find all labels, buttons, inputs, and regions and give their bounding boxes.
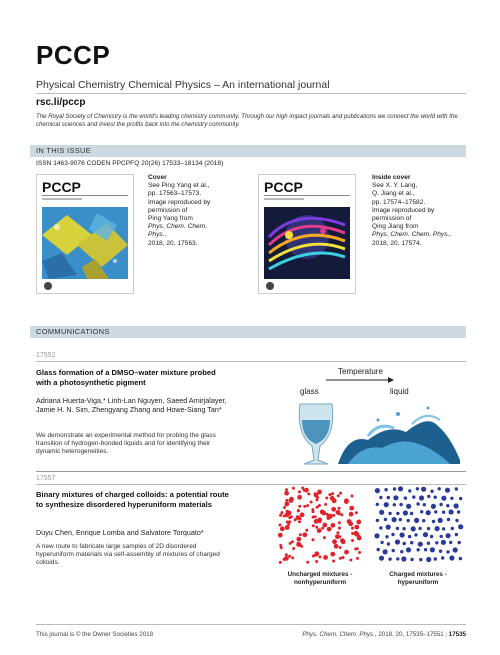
colloid-particle <box>320 510 325 515</box>
colloid-particle <box>339 557 342 560</box>
colloid-particle <box>392 549 395 552</box>
colloid-particle <box>325 497 328 500</box>
divider <box>36 471 466 472</box>
colloid-particle <box>312 524 315 527</box>
colloid-particle <box>306 504 309 507</box>
colloid-particle <box>418 542 423 547</box>
colloid-particle <box>322 523 327 528</box>
colloid-particle <box>301 487 304 490</box>
colloid-particle <box>288 555 291 558</box>
colloid-particle <box>379 526 382 529</box>
colloid-particle <box>354 525 359 530</box>
inside-cover-caption <box>372 174 462 248</box>
colloid-particle <box>406 547 411 552</box>
cover-line: permission of <box>148 206 188 214</box>
colloid-particle <box>440 535 443 538</box>
colloid-particle <box>426 510 431 515</box>
colloid-particle <box>376 519 379 522</box>
colloid-particle <box>336 510 341 515</box>
colloid-particle <box>403 542 406 545</box>
colloid-particle <box>285 502 290 507</box>
issn-line: ISSN 1463-9076 CODEN PPCPFQ 20(26) 17533–18134 (2018) <box>36 160 224 167</box>
colloid-particle <box>419 558 422 561</box>
colloid-particle <box>441 540 446 545</box>
colloid-particle <box>426 557 431 562</box>
colloid-particle <box>412 495 415 498</box>
charged-dots <box>374 486 463 562</box>
cover-line: permission of <box>372 215 412 223</box>
colloid-particle <box>338 507 341 510</box>
colloid-particle <box>434 557 437 560</box>
article-title[interactable]: Binary mixtures of charged colloids: a potential route to synthesize disordered hyperuniform materials <box>36 490 229 509</box>
cover-caption <box>148 174 218 248</box>
colloid-particle <box>355 511 358 514</box>
colloid-particle <box>388 512 391 515</box>
colloid-particle <box>339 492 342 495</box>
cover-image <box>36 174 134 294</box>
colloid-particle <box>458 524 463 529</box>
colloid-particle <box>312 510 315 513</box>
colloid-particle <box>457 510 460 513</box>
colloid-particle <box>423 503 426 506</box>
colloid-particle <box>344 499 349 504</box>
colloid-particle <box>379 496 382 499</box>
colloid-particle <box>396 557 399 560</box>
glass-liquid-graphic <box>278 364 468 468</box>
colloid-particle <box>383 549 388 554</box>
colloid-particle <box>318 555 321 558</box>
footer-divider <box>36 624 466 625</box>
colloid-particle <box>458 541 461 544</box>
colloid-particle <box>331 507 336 512</box>
colloid-particle <box>379 556 384 561</box>
colloid-particle <box>434 496 437 499</box>
colloid-particle <box>446 533 451 538</box>
colloid-particle <box>410 558 413 561</box>
colloid-particle <box>279 524 282 527</box>
communications-band <box>30 326 466 338</box>
inside-cover-label: Inside cover <box>372 174 411 181</box>
article-authors: Duyu Chen, Enrique Lomba and Salvatore Torquato* <box>36 528 204 537</box>
colloid-particle <box>356 520 361 525</box>
colloid-particle <box>323 536 326 539</box>
colloid-particle <box>374 533 379 538</box>
colloid-particle <box>351 495 354 498</box>
cover-line: 2018, 20, 17574. <box>372 239 422 247</box>
colloid-particle <box>323 555 328 560</box>
colloid-particle <box>439 503 442 506</box>
colloid-particle <box>396 527 399 530</box>
article-page-number: 17557 <box>36 475 56 482</box>
footer-year-vol: 2018, 20, 17535–17551 <box>378 631 444 638</box>
colloid-particle <box>392 517 397 522</box>
journal-url[interactable]: rsc.li/pccp <box>36 97 86 108</box>
colloid-particle <box>338 527 341 530</box>
colloid-particle <box>356 557 359 560</box>
colloid-particle <box>399 518 402 521</box>
colloid-particle <box>287 511 292 516</box>
colloid-particle <box>332 539 337 544</box>
colloid-particle <box>387 542 390 545</box>
glass-label: glass <box>300 387 319 396</box>
colloid-particle <box>376 503 379 506</box>
colloid-particle <box>312 555 315 558</box>
colloid-particle <box>439 550 442 553</box>
colloid-particle <box>324 503 327 506</box>
colloid-particle <box>340 513 343 516</box>
colloid-particle <box>338 521 341 524</box>
charged-caption-2: hyperuniform <box>397 579 439 586</box>
colloid-particle <box>321 527 324 530</box>
colloid-particle <box>315 560 318 563</box>
colloid-particle <box>296 542 301 547</box>
colloid-particle <box>449 541 452 544</box>
colloid-particle <box>386 525 391 530</box>
colloid-particle <box>441 556 444 559</box>
colloid-particle <box>285 499 288 502</box>
colloid-particle <box>393 503 396 506</box>
colloid-particle <box>290 515 293 518</box>
colloid-particle <box>403 510 408 515</box>
colloid-particle <box>384 518 387 521</box>
colloid-particle <box>279 514 282 517</box>
colloid-particle <box>342 556 345 559</box>
colloid-particle <box>391 533 394 536</box>
colloid-particle <box>316 498 319 501</box>
colloid-particle <box>285 553 288 556</box>
colloid-particle <box>380 541 383 544</box>
colloid-particle <box>327 527 332 532</box>
colloid-particle <box>283 506 286 509</box>
colloid-particle <box>280 511 283 514</box>
journal-abbrev: PCCP <box>36 40 111 70</box>
colloid-particle <box>393 487 396 490</box>
colloid-particle <box>318 491 321 494</box>
colloid-particle <box>335 534 340 539</box>
colloid-particle <box>449 509 454 514</box>
colloid-particle <box>419 495 424 500</box>
article-abstract: We demonstrate an experimental method for probing the glass transition of hydrogen-bonded liquids and for identifying their dynamic heterogeneities. <box>36 432 216 456</box>
colloid-particle <box>312 538 315 541</box>
colloid-particle <box>421 487 426 492</box>
colloid-particle <box>314 492 317 495</box>
liquid-label: liquid <box>390 387 409 396</box>
colloid-particle <box>418 527 421 530</box>
colloid-particle <box>339 546 342 549</box>
article-page-number: 17552 <box>36 352 56 359</box>
temperature-label: Temperature <box>338 367 383 376</box>
colloid-particle <box>427 495 430 498</box>
colloid-particle <box>416 502 419 505</box>
colloid-particle <box>328 493 331 496</box>
footer-page-number: 17535 <box>448 631 466 638</box>
colloid-particle <box>340 538 345 543</box>
colloid-particle <box>318 520 321 523</box>
colloid-particle <box>299 533 302 536</box>
colloid-particle <box>430 535 433 538</box>
colloid-particle <box>289 497 294 502</box>
colloid-particle <box>285 525 290 530</box>
colloid-particle <box>393 495 398 500</box>
colloid-particle <box>291 556 294 559</box>
colloid-particle <box>450 497 453 500</box>
colloid-particle <box>385 535 388 538</box>
cover-line: See X. Y. Lang, <box>372 182 418 190</box>
cover-line: Ping Yang from <box>148 215 193 223</box>
cover-line: See Ping Yang et al., <box>148 182 210 190</box>
colloid-particle <box>336 531 339 534</box>
colloid-particle <box>407 519 410 522</box>
colloid-particle <box>410 541 413 544</box>
colloid-particle <box>416 487 419 490</box>
uncharged-dots <box>278 487 362 564</box>
colloid-particle <box>449 555 454 560</box>
uncharged-caption-2: nonhyperuniform <box>293 579 347 586</box>
cover-line: pp. 17563–17573. <box>148 190 202 198</box>
colloid-particle <box>296 537 301 542</box>
cover-line: Image reproduced by <box>372 206 435 214</box>
colloid-particle <box>349 506 354 511</box>
journal-description: The Royal Society of Chemistry is the world's leading chemistry community. Through our high impact journals and publications we connect the world with the chemical sciences and invest the profits back into the chemistry community. <box>36 113 458 128</box>
colloid-particle <box>331 523 336 528</box>
colloid-graphic <box>276 486 466 588</box>
colloid-particle <box>297 495 302 500</box>
colloid-particle <box>337 494 340 497</box>
colloid-particle <box>284 491 289 496</box>
in-this-issue-heading: IN THIS ISSUE <box>36 146 92 155</box>
colloid-particle <box>285 488 288 491</box>
colloid-particle <box>406 504 411 509</box>
article-graphic-glass <box>278 364 468 468</box>
colloid-particle <box>459 497 462 500</box>
colloid-particle <box>427 542 430 545</box>
colloid-particle <box>402 527 405 530</box>
colloid-particle <box>454 503 459 508</box>
colloid-particle <box>356 547 359 550</box>
colloid-particle <box>332 514 335 517</box>
colloid-particle <box>411 526 416 531</box>
cover-label: Cover <box>148 174 167 181</box>
colloid-particle <box>453 547 458 552</box>
colloid-particle <box>424 548 427 551</box>
colloid-particle <box>445 488 450 493</box>
communications-heading: COMMUNICATIONS <box>36 327 110 336</box>
colloid-particle <box>351 539 354 542</box>
article-title[interactable]: Glass formation of a DMSO–water mixture probed with a photosynthetic pigment <box>36 368 216 387</box>
cover-line: 2018, 20, 17563. <box>148 239 198 247</box>
colloid-particle <box>347 519 352 524</box>
journal-full-title: Physical Chemistry Chemical Physics – An international journal <box>36 79 330 91</box>
divider <box>36 484 466 485</box>
colloid-particle <box>446 504 449 507</box>
uncharged-caption: Uncharged mixtures - <box>287 571 353 578</box>
colloid-particle <box>305 529 308 532</box>
colloid-particle <box>286 521 289 524</box>
colloid-particle <box>451 527 454 530</box>
colloid-particle <box>395 539 400 544</box>
colloid-particle <box>292 487 295 490</box>
colloid-particle <box>280 546 283 549</box>
colloid-particle <box>351 527 354 530</box>
cover-line: Qing Jiang from <box>372 223 419 231</box>
divider <box>36 93 466 94</box>
colloid-particle <box>404 496 407 499</box>
colloid-particle <box>434 510 437 513</box>
colloid-particle <box>331 492 334 495</box>
colloid-particle <box>398 486 403 491</box>
colloid-particle <box>328 514 333 519</box>
colloid-particle <box>307 492 310 495</box>
colloid-particle <box>387 496 390 499</box>
colloid-particle <box>442 527 445 530</box>
colloid-particle <box>435 526 440 531</box>
cover-line: Phys. Chem. Chem. Phys., <box>148 223 207 239</box>
colloid-particle <box>455 487 458 490</box>
colloid-particle <box>315 526 318 529</box>
colloid-particle <box>289 542 292 545</box>
colloid-particle <box>427 527 430 530</box>
colloid-particle <box>388 557 391 560</box>
colloid-particle <box>438 518 443 523</box>
colloid-particle <box>306 561 309 564</box>
colloid-particle <box>430 490 433 493</box>
colloid-particle <box>401 556 406 561</box>
article-abstract: A new route to fabricate large samples of 2D disordered hyperuniform materials via self-assembly of mixtures of charged colloids. <box>36 543 220 567</box>
colloid-particle <box>400 532 405 537</box>
colloid-particle <box>354 531 359 536</box>
colloid-particle <box>298 520 301 523</box>
colloid-particle <box>300 512 305 517</box>
colloid-particle <box>423 532 428 537</box>
cover-artwork <box>37 175 133 293</box>
colloid-particle <box>302 532 307 537</box>
divider <box>36 361 466 362</box>
cover-line: Phys. Chem. Chem. Phys., <box>372 231 452 239</box>
colloid-particle <box>349 512 354 517</box>
colloid-particle <box>279 561 282 564</box>
colloid-particle <box>334 544 339 549</box>
colloid-particle <box>414 533 417 536</box>
article-authors: Adriana Huerta-Viga,* Linh-Lan Nguyen, Saeed Amirjalayer, Jamie H. N. Sim, Zhengyang Zhang and Howe-Siang Tan* <box>36 396 227 414</box>
colloid-particle <box>344 550 349 555</box>
colloid-particle <box>332 560 335 563</box>
colloid-particle <box>400 550 403 553</box>
colloid-particle <box>317 528 322 533</box>
colloid-particle <box>432 520 435 523</box>
article-graphic-colloids <box>276 486 466 588</box>
colloid-particle <box>384 502 389 507</box>
colloid-particle <box>446 550 449 553</box>
colloid-particle <box>284 556 289 561</box>
inside-cover-artwork <box>259 175 355 293</box>
cover-mini-title: PCCP <box>42 179 81 195</box>
colloid-particle <box>442 511 445 514</box>
colloid-particle <box>332 498 337 503</box>
cover-line: Image reproduced by <box>148 198 211 206</box>
cover-line: Q. Jiang et al., <box>372 190 415 198</box>
colloid-particle <box>297 509 300 512</box>
colloid-particle <box>303 505 306 508</box>
colloid-particle <box>375 488 380 493</box>
colloid-particle <box>296 515 301 520</box>
colloid-particle <box>417 548 420 551</box>
colloid-particle <box>330 552 335 557</box>
colloid-particle <box>304 488 309 493</box>
colloid-particle <box>298 490 301 493</box>
colloid-particle <box>278 533 283 538</box>
colloid-particle <box>349 559 352 562</box>
colloid-particle <box>312 516 315 519</box>
colloid-particle <box>447 518 450 521</box>
colloid-particle <box>314 551 319 556</box>
colloid-particle <box>431 504 436 509</box>
colloid-particle <box>435 541 438 544</box>
charged-caption: Charged mixtures - <box>389 571 447 578</box>
colloid-particle <box>399 503 402 506</box>
colloid-particle <box>414 518 419 523</box>
colloid-particle <box>396 512 399 515</box>
inside-cover-image <box>258 174 356 294</box>
colloid-particle <box>280 526 285 531</box>
colloid-particle <box>422 519 425 522</box>
colloid-particle <box>377 548 380 551</box>
colloid-particle <box>292 547 295 550</box>
colloid-particle <box>420 510 423 513</box>
colloid-particle <box>298 505 301 508</box>
colloid-particle <box>455 533 458 536</box>
colloid-particle <box>438 487 441 490</box>
colloid-particle <box>459 557 462 560</box>
colloid-particle <box>455 519 458 522</box>
colloid-particle <box>326 513 329 516</box>
colloid-particle <box>358 551 361 554</box>
colloid-particle <box>408 535 411 538</box>
colloid-particle <box>410 512 413 515</box>
colloid-particle <box>310 501 313 504</box>
in-this-issue-band <box>30 145 466 157</box>
cover-line: pp. 17574–17582. <box>372 198 426 206</box>
colloid-particle <box>408 489 411 492</box>
colloid-particle <box>316 506 319 509</box>
colloid-particle <box>384 488 387 491</box>
footer-copyright: This journal is © the Owner Societies 2018 <box>36 631 154 638</box>
footer-citation: Phys. Chem. Chem. Phys., 2018, 20, 17535–17551 | 17535 <box>302 631 466 638</box>
colloid-particle <box>430 547 435 552</box>
colloid-particle <box>441 496 446 501</box>
footer-journal: Phys. Chem. Chem. Phys., <box>302 631 377 638</box>
colloid-particle <box>379 510 384 515</box>
inside-cover-mini-title: PCCP <box>264 179 303 195</box>
